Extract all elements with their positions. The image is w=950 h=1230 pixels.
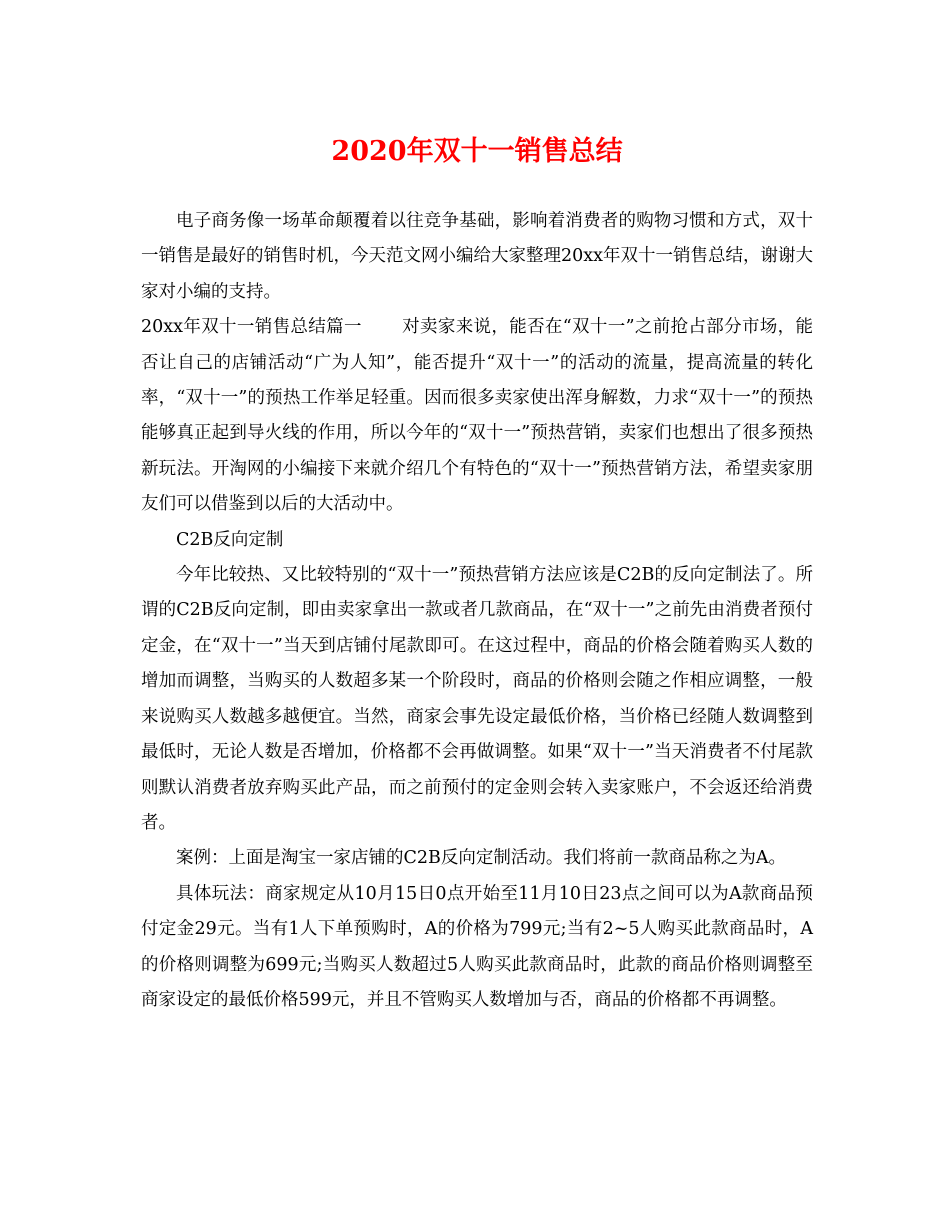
document-title: 2020年双十一销售总结 (331, 136, 623, 167)
intro-paragraph: 电子商务像一场革命颠覆着以往竞争基础，影响着消费者的购物习惯和方式，双十一销售是最好的销售时机，今天范文网小编给大家整理20xx年双十一销售总结，谢谢大家对小编的支持。 (141, 211, 814, 302)
rules-paragraph: 具体玩法：商家规定从10月15日0点开始至11月10日23点之间可以为A款商品预付定金29元。当有1人下单预购时，A的价格为799元;当有2~5人购买此款商品时，A的价格则调整为699元;当购买人数超过5人购买此款商品时，此款的商品价格则调整至商家设定的最低价格599元，并且不管购买人数增加与否，商品的价格都不再调整。 (141, 883, 813, 1010)
c2b-paragraph: 今年比较热、又比较特别的“双十一”预热营销方法应该是C2B的反向定制法了。所谓的C2B反向定制，即由卖家拿出一款或者几款商品，在“双十一”之前先由消费者预付定金，在“双十一”当天到店铺付尾款即可。在这过程中，商品的价格会随着购买人数的增加而调整，当购买的人数超多某一个阶段时，商品的价格则会随之作相应调整，一般来说购买人数越多越便宜。当然，商家会事先设定最低价格，当价格已经随人数调整到最低时，无论人数是否增加，价格都不会再做调整。如果“双十一”当天消费者不付尾款则默认消费者放弃购买此产品，而之前预付的定金则会转入卖家账户，不会返还给消费者。 (141, 565, 813, 833)
section-heading: 20xx年双十一销售总结篇一 (141, 317, 362, 338)
c2b-subheading: C2B反向定制 (176, 529, 284, 550)
section-lead-text: 对卖家来说，能否在“双十一”之前抢占部分市场，能否让自己的店铺活动“广为人知”，能否提升“双十一”的活动的流量，提高流量的转化率，“双十一”的预热工作举足轻重。因而很多卖家使出浑身解数，力求“双十一”的预热能够真正起到导火线的作用，所以今年的“双十一”预热营销，卖家们也想出了很多预热新玩法。开淘网的小编接下来就介绍几个有特色的“双十一”预热营销方法，希望卖家朋友们可以借鉴到以后的大活动中。 (141, 317, 813, 515)
section-paragraph (141, 310, 813, 522)
case-paragraph: 案例：上面是淘宝一家店铺的C2B反向定制活动。我们将前一款商品称之为A。 (176, 848, 787, 869)
document-body (141, 204, 813, 1018)
